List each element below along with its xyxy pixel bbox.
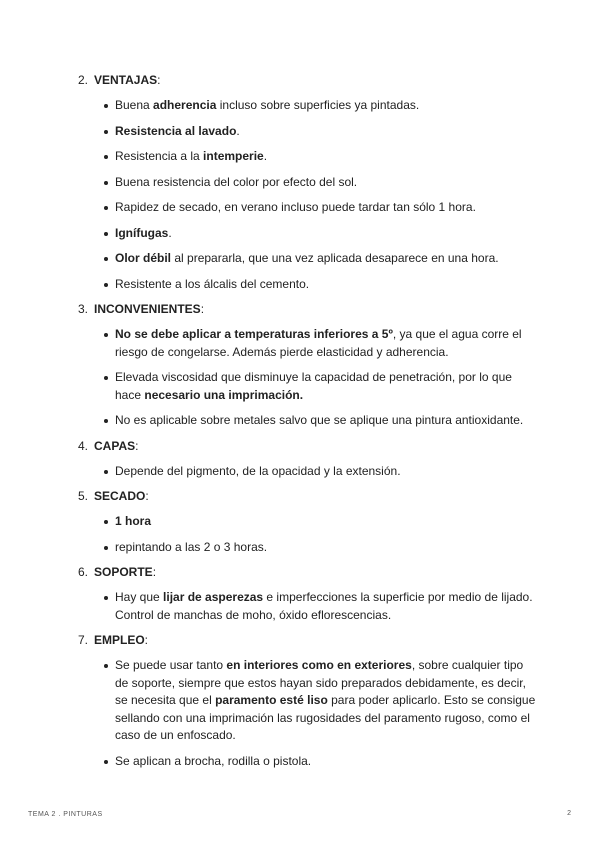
text-run: Resistente a los álcalis del cemento.	[115, 276, 310, 291]
section-title: SOPORTE	[94, 565, 153, 579]
list-item	[78, 326, 538, 361]
bold-run: necesario una imprimación.	[144, 387, 304, 402]
section-inconvenientes	[78, 301, 538, 430]
section-title: CAPAS	[94, 438, 136, 453]
list-item	[78, 250, 538, 268]
section-number: 2.	[78, 73, 89, 87]
footer-title: TEMA 2 . PINTURAS	[28, 811, 103, 818]
text-run: e imperfecciones la superficie por medio de lijado. Control de manchas de moho, óxido eflorescencias.	[115, 590, 533, 622]
text-run: Se aplican a brocha, rodilla o pistola.	[115, 753, 312, 768]
list-item	[78, 148, 538, 166]
section-empleo	[78, 632, 538, 770]
list-item	[78, 225, 538, 243]
text-run: .	[263, 149, 268, 163]
list-item	[78, 539, 538, 557]
list-item	[78, 513, 538, 531]
bold-run: 1 hora	[115, 514, 152, 528]
bullet-list	[78, 97, 538, 293]
bullet-list	[78, 657, 538, 770]
bold-run: en interiores como en exteriores	[226, 658, 412, 672]
bullet-list	[78, 326, 538, 430]
bold-run: No se debe aplicar a temperaturas inferiores a 5º	[115, 327, 393, 341]
list-item	[78, 174, 538, 192]
text-run: Buena	[115, 98, 154, 112]
section-title: VENTAJAS	[94, 73, 158, 87]
page-number: 2	[567, 810, 571, 817]
section-title: INCONVENIENTES	[94, 302, 201, 316]
bold-run: Resistencia al lavado	[115, 123, 237, 138]
text-run: repintando a las 2 o 3 horas.	[115, 539, 268, 554]
text-run: Elevada viscosidad que disminuye la capacidad de penetración, por lo que hace	[115, 370, 512, 402]
text-run: , sobre cualquier tipo de soporte, siempre que estos hayan sido preparados debidamente, es decir, se necesita que el	[115, 658, 526, 707]
section-number: 6.	[78, 565, 89, 579]
section-heading: 7. EMPLEO:	[78, 633, 149, 647]
bold-run: paramento esté liso	[215, 693, 328, 707]
list-item	[78, 412, 538, 430]
bold-run: Ignífugas	[115, 225, 169, 240]
text-run: No es aplicable sobre metales salvo que se aplique una pintura antioxidante.	[115, 413, 524, 427]
text-run: .	[236, 123, 240, 138]
list-item	[78, 657, 538, 745]
section-number: 7.	[78, 633, 89, 647]
text-run: para poder aplicarlo. Esto se consigue sellando con una imprimación las rugosidades del paramento rugoso, como el caso de un enfoscado.	[115, 693, 536, 742]
text-run: Rapidez de secado, en verano incluso puede tardar tan sólo 1 hora.	[115, 200, 476, 214]
section-capas	[78, 438, 538, 481]
section-secado	[78, 488, 538, 556]
text-run: al prepararla, que una vez aplicada desaparece en una hora.	[171, 251, 499, 265]
bold-run: lijar de asperezas	[163, 590, 264, 604]
list-item	[78, 123, 538, 141]
text-run: Buena resistencia del color por efecto del sol.	[115, 174, 358, 189]
section-title: EMPLEO	[94, 633, 145, 647]
bold-run: intemperie	[203, 149, 264, 163]
section-heading: 5. SECADO:	[78, 489, 149, 503]
section-heading: 2. VENTAJAS:	[78, 73, 161, 87]
list-item	[78, 589, 538, 624]
text-run: .	[168, 225, 172, 240]
bold-run: Olor débil	[115, 251, 172, 265]
list-item	[78, 463, 538, 481]
section-soporte	[78, 564, 538, 624]
list-item	[78, 276, 538, 294]
text-run: Depende del pigmento, de la opacidad y la extensión.	[115, 463, 401, 478]
bold-run: adherencia	[153, 98, 217, 112]
list-item	[78, 369, 538, 404]
text-run: Se puede usar tanto	[115, 658, 227, 672]
section-number: 5.	[78, 489, 89, 503]
section-heading: 6. SOPORTE:	[78, 565, 157, 579]
section-heading: 3. INCONVENIENTES:	[78, 302, 205, 316]
list-item	[78, 753, 538, 771]
section-ventajas	[78, 72, 538, 293]
text-run: incluso sobre superficies ya pintadas.	[216, 98, 420, 112]
section-heading: 4. CAPAS:	[78, 438, 139, 453]
document-body	[78, 72, 538, 770]
text-run: Resistencia a la	[115, 149, 204, 163]
text-run: , ya que el agua corre el riesgo de congelarse. Además pierde elasticidad y adherencia.	[115, 327, 522, 359]
bullet-list	[78, 513, 538, 556]
bullet-list	[78, 589, 538, 624]
text-run: Hay que	[115, 590, 164, 604]
section-title: SECADO	[94, 489, 146, 503]
section-number: 4.	[78, 438, 89, 453]
list-item	[78, 199, 538, 217]
bullet-list	[78, 463, 538, 481]
list-item	[78, 97, 538, 115]
section-number: 3.	[78, 302, 89, 316]
